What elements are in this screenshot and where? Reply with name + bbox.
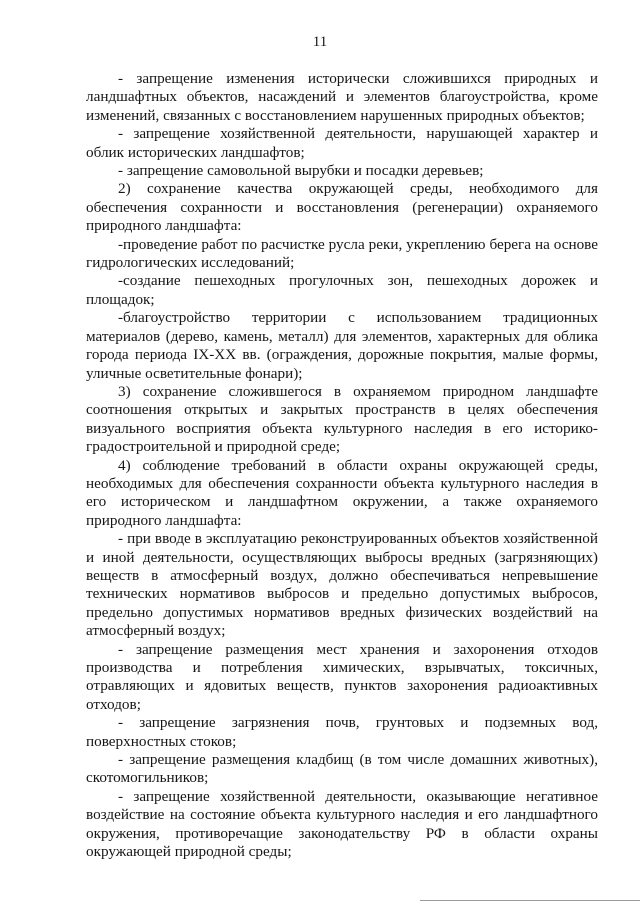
paragraph-river-works: -проведение работ по расчистке русла реки, укреплению берега на основе гидрологических исследований; [86, 235, 598, 272]
paragraph-emissions: - при вводе в эксплуатацию реконструированных объектов хозяйственной и иной деятельности, осуществляющих выбросы вредных (загрязняющих) веществ в атмосферный воздух, должно обеспечиваться непревышение технических нормативов выбросов и предельно допустимых выбросов, предельно допустимых нормативов вредных физических воздействий на атмосферный воздух; [86, 530, 598, 640]
document-body [86, 70, 598, 861]
paragraph-waste-storage: - запрещение размещения мест хранения и захоронения отходов производства и потребления химических, взрывчатых, токсичных, отравляющих и ядовитых веществ, пунктов захоронения радиоактивных отходов; [86, 640, 598, 713]
paragraph-negative-impact: - запрещение хозяйственной деятельности, оказывающие негативное воздействие на состояние объекта культурного наследия и его ландшафтного окружения, противоречащие законодательству РФ в области охраны окружающей природной среды; [86, 787, 598, 861]
paragraph-item-4: 4) соблюдение требований в области охраны окружающей среды, необходимых для обеспечения сохранности объекта культурного наследия в его историческом и ландшафтном окружении, а также охраняемого природного ландшафта: [86, 456, 598, 529]
paragraph-landscaping: -благоустройство территории с использованием традиционных материалов (дерево, камень, металл) для элементов, характерных для облика города периода IX-XX вв. (ограждения, дорожные покрытия, малые формы, уличные осветительные фонари); [86, 309, 598, 382]
paragraph-item-3: 3) сохранение сложившегося в охраняемом природном ландшафте соотношения открытых и закрытых пространств в целях обеспечения визуального восприятия объекта культурного наследия в его историко-градостроительной и природной среде; [86, 382, 598, 456]
paragraph-tree-felling: - запрещение самовольной вырубки и посадки деревьев; [118, 162, 484, 180]
paragraph-pedestrian-zones: -создание пешеходных прогулочных зон, пешеходных дорожек и площадок; [86, 272, 598, 308]
paragraph-item-2: 2) сохранение качества окружающей среды, необходимого для обеспечения сохранности и восстановления (регенерации) охраняемого природного ландшафта: [86, 180, 598, 235]
paragraph-soil-pollution: - запрещение загрязнения почв, грунтовых и подземных вод, поверхностных стоков; [86, 714, 598, 750]
paragraph-economic-activity-landscape: - запрещение хозяйственной деятельности, нарушающей характер и облик исторических ландшафтов; [86, 125, 598, 161]
paragraph-lakes-restriction: - запрещение изменения исторически сложившихся природных и ландшафтных объектов, насаждений и элементов благоустройства, кроме изменений, связанных с восстановлением нарушенных природных объектов; [86, 70, 598, 124]
bottom-edge-line [420, 900, 640, 901]
paragraph-cemeteries: - запрещение размещения кладбищ (в том числе домашних животных), скотомогильников; [86, 751, 598, 787]
page-number: 11 [312, 34, 328, 50]
